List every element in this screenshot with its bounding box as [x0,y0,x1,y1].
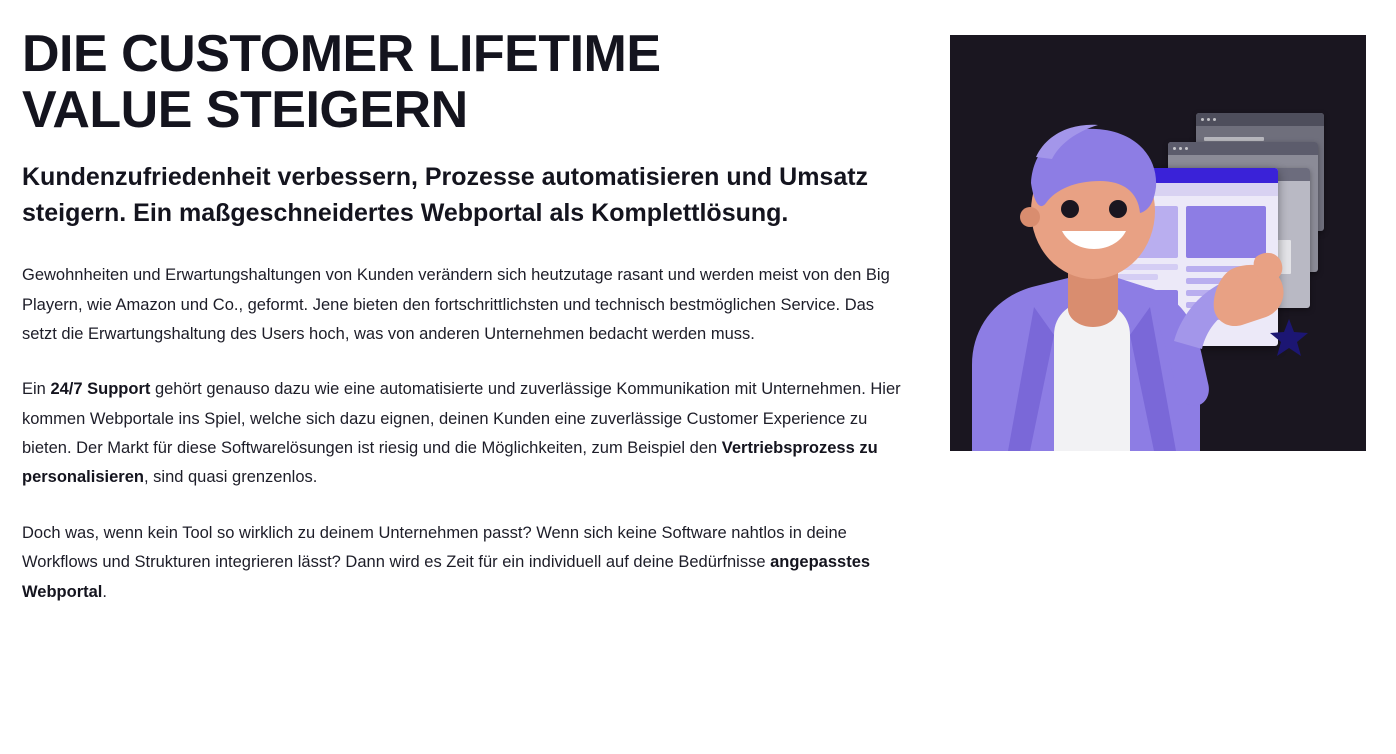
emphasis-text: 24/7 Support [50,380,151,399]
body-text: Doch was, wenn kein Tool so wirklich zu deinem Unternehmen passt? Wenn sich keine Software nahtlos in deine Workflows und Strukturen integrieren lässt? Dann wird es Zeit für ein individuell auf deine Bedürfnisse [22,523,847,572]
emphasis-text: Vertriebsprozess zu personalisieren [22,439,878,487]
body-text: , sind quasi grenzenlos. [143,468,318,487]
emphasis-text: angepasstes Webportal [22,553,871,601]
body-text: gehört genauso dazu wie eine automatisierte und zuverlässige Kommunikation mit Unternehmen. Hier kommen Webportale ins Spiel, welche sich dazu eignen, deinen Kunden eine zuverlässige Customer Experience zu bieten. Der Markt für diese Softwarelösungen ist riesig und die Möglichkeiten, zum Beispiel den [22,380,901,458]
page-title: DIE CUSTOMER LIFETIME VALUE STEIGERN [22,25,661,140]
person-illustration [950,35,1366,451]
body-text: Ein [22,380,51,399]
body-text: Gewohnheiten und Erwartungshaltungen von Kunden verändern sich heutzutage rasant und werden meist von den Big Playern, wie Amazon und Co., geformt. Jene bieten den fortschrittlichsten und technisch bestmöglichen Service. Das setzt die Erwartungshaltung des Users hoch, was von anderen Unternehmen bedacht werden muss. [22,266,890,344]
body-paragraph-3 [22,519,912,607]
body-text: . [102,582,107,601]
body-paragraph-2 [22,375,912,492]
subheadline: Kundenzufriedenheit verbessern, Prozesse automatisieren und Umsatz steigern. Ein maßgeschneidertes Webportal als Komplettlösung. [22,163,869,227]
hero-illustration [950,35,1366,451]
article-text-column [22,26,912,623]
body-paragraph-1 [22,261,912,349]
